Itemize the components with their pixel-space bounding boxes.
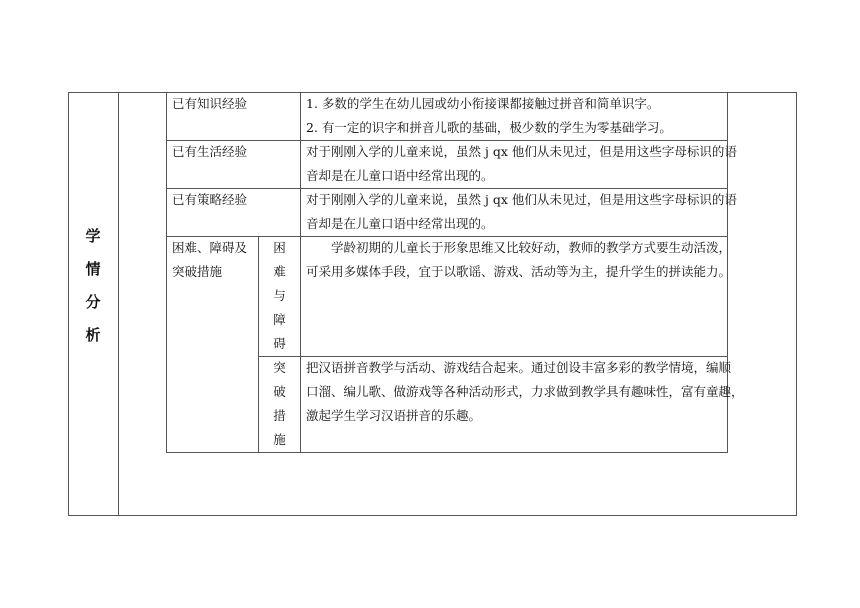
obstacles-content-line1: 学龄初期的儿童长于形象思维又比较好动，教师的教学方式要生动活泼， [331, 240, 732, 255]
sublabel-char: 与 [273, 288, 286, 303]
sublabel-char: 施 [273, 432, 286, 447]
sublabel-char: 措 [273, 408, 286, 423]
section-char: 情 [85, 260, 101, 278]
measures-content-line2: 口溜、编儿歌、做游戏等各种活动形式，力求做到教学具有趣味性，富有童趣， [306, 384, 744, 399]
obstacles-content-line2: 可采用多媒体手段，宜于以歌谣、游戏、活动等为主，提升学生的拼读能力。 [306, 264, 732, 279]
sublabel-char: 难 [273, 264, 286, 279]
sublabel-obstacles [259, 236, 300, 356]
inner-table-left [166, 92, 167, 453]
section-divider [118, 92, 119, 516]
row-label-knowledge: 已有知识经验 [172, 96, 248, 111]
row-content-life-line2: 音却是在儿童口语中经常出现的。 [306, 168, 494, 183]
row-content-knowledge-line2: 2. 有一定的识字和拼音儿歌的基础，极少数的学生为零基础学习。 [306, 120, 672, 135]
section-char: 学 [85, 227, 101, 245]
measures-content-line3: 激起学生学习汉语拼音的乐趣。 [306, 408, 482, 423]
row-content-strategy-line1: 对于刚刚入学的儿童来说，虽然 j qx 他们从未见过，但是用这些字母标识的语 [306, 192, 737, 207]
outer-border-left [68, 92, 69, 516]
row-label-life: 已有生活经验 [172, 144, 248, 159]
section-char: 析 [85, 326, 101, 344]
row-label-strategy: 已有策略经验 [172, 192, 248, 207]
section-char: 分 [85, 293, 101, 311]
sublabel-char: 碍 [273, 336, 286, 351]
sublabel-char: 破 [273, 384, 286, 399]
sublabel-measures [259, 356, 300, 452]
row-content-strategy-line2: 音却是在儿童口语中经常出现的。 [306, 216, 494, 231]
row-content-knowledge-line1: 1. 多数的学生在幼儿园或幼小衔接课都接触过拼音和简单识字。 [306, 96, 660, 111]
sublabel-char: 障 [273, 312, 286, 327]
measures-content-line1: 把汉语拼音教学与活动、游戏结合起来。通过创设丰富多彩的教学情境，编顺 [306, 360, 732, 375]
row-content-life-line1: 对于刚刚入学的儿童来说，虽然 j qx 他们从未见过，但是用这些字母标识的语 [306, 144, 737, 159]
outer-border-bottom [68, 515, 797, 516]
row-label-difficulty-line2: 突破措施 [172, 264, 223, 279]
inner-column-divider [300, 92, 301, 453]
section-label-xueqing-fenxi [78, 220, 108, 352]
sublabel-char: 突 [273, 360, 286, 375]
inner-table-bottom [166, 452, 728, 453]
outer-border-right [796, 92, 797, 516]
sublabel-char: 困 [273, 240, 286, 255]
row-label-difficulty-line1: 困难、障碍及 [172, 240, 248, 255]
